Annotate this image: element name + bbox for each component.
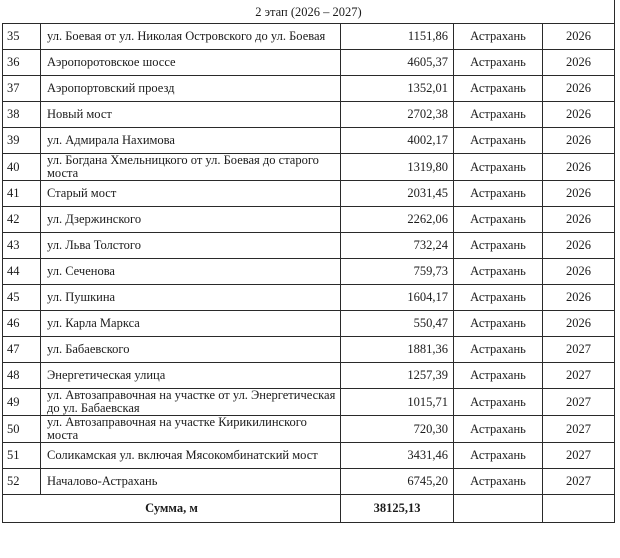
row-number: 42 (3, 207, 41, 233)
road-length: 1352,01 (341, 76, 454, 102)
road-name: Аэропортовский проезд (41, 76, 341, 102)
road-length: 1881,36 (341, 337, 454, 363)
road-name: Соликамская ул. включая Мясокомбинатский мост (41, 443, 341, 469)
year: 2027 (543, 469, 615, 495)
row-number: 43 (3, 233, 41, 259)
table-row (3, 50, 615, 76)
year: 2026 (543, 76, 615, 102)
row-number: 51 (3, 443, 41, 469)
table-row (3, 389, 615, 416)
city-name: Астрахань (454, 259, 543, 285)
city-name: Астрахань (454, 76, 543, 102)
city-name: Астрахань (454, 416, 543, 443)
row-number: 50 (3, 416, 41, 443)
row-number: 47 (3, 337, 41, 363)
city-name: Астрахань (454, 207, 543, 233)
city-name: Астрахань (454, 337, 543, 363)
road-length: 759,73 (341, 259, 454, 285)
road-length: 6745,20 (341, 469, 454, 495)
city-name: Астрахань (454, 154, 543, 181)
road-name: Старый мост (41, 181, 341, 207)
table-row (3, 233, 615, 259)
row-number: 40 (3, 154, 41, 181)
table-row (3, 363, 615, 389)
road-length: 1151,86 (341, 24, 454, 50)
year: 2027 (543, 416, 615, 443)
road-name: Энергетическая улица (41, 363, 341, 389)
table-row (3, 102, 615, 128)
table-row (3, 337, 615, 363)
road-name: ул. Карла Маркса (41, 311, 341, 337)
road-name: ул. Пушкина (41, 285, 341, 311)
city-name: Астрахань (454, 363, 543, 389)
year: 2026 (543, 102, 615, 128)
road-length: 1319,80 (341, 154, 454, 181)
city-name: Астрахань (454, 233, 543, 259)
city-name: Астрахань (454, 311, 543, 337)
table-row (3, 24, 615, 50)
city-name: Астрахань (454, 50, 543, 76)
table-row (3, 285, 615, 311)
row-number: 52 (3, 469, 41, 495)
city-name: Астрахань (454, 181, 543, 207)
year: 2026 (543, 259, 615, 285)
road-name: ул. Сеченова (41, 259, 341, 285)
row-number: 35 (3, 24, 41, 50)
city-name: Астрахань (454, 389, 543, 416)
table-row (3, 128, 615, 154)
road-length: 1015,71 (341, 389, 454, 416)
road-name: ул. Автозаправочная на участке Кирикилинского моста (41, 416, 341, 443)
city-name: Астрахань (454, 285, 543, 311)
stage-header-row (3, 1, 615, 24)
table-row (3, 416, 615, 443)
year: 2026 (543, 128, 615, 154)
row-number: 37 (3, 76, 41, 102)
road-name: ул. Богдана Хмельницкого от ул. Боевая до старого моста (41, 154, 341, 181)
road-name: Новый мост (41, 102, 341, 128)
city-name: Астрахань (454, 102, 543, 128)
table-row (3, 443, 615, 469)
table-row (3, 469, 615, 495)
row-number: 49 (3, 389, 41, 416)
road-name: ул. Льва Толстого (41, 233, 341, 259)
year: 2026 (543, 207, 615, 233)
total-value: 38125,13 (341, 495, 454, 523)
table-row (3, 311, 615, 337)
row-number: 36 (3, 50, 41, 76)
row-number: 41 (3, 181, 41, 207)
road-length: 3431,46 (341, 443, 454, 469)
year: 2027 (543, 389, 615, 416)
road-name: ул. Боевая от ул. Николая Островского до ул. Боевая (41, 24, 341, 50)
table-row (3, 154, 615, 181)
table-row (3, 181, 615, 207)
year: 2026 (543, 181, 615, 207)
road-name: ул. Автозаправочная на участке от ул. Энергетическая до ул. Бабаевская (41, 389, 341, 416)
road-length: 1257,39 (341, 363, 454, 389)
road-name: Аэропоротовское шоссе (41, 50, 341, 76)
road-name: Началово-Астрахань (41, 469, 341, 495)
road-name: ул. Бабаевского (41, 337, 341, 363)
table-row (3, 259, 615, 285)
year: 2026 (543, 233, 615, 259)
year: 2027 (543, 443, 615, 469)
year: 2026 (543, 24, 615, 50)
year: 2027 (543, 337, 615, 363)
year: 2026 (543, 154, 615, 181)
city-name: Астрахань (454, 24, 543, 50)
stage-header: 2 этап (2026 – 2027) (3, 1, 615, 24)
road-length: 550,47 (341, 311, 454, 337)
table-row (3, 76, 615, 102)
total-label: Сумма, м (3, 495, 341, 523)
row-number: 46 (3, 311, 41, 337)
empty-cell (543, 495, 615, 523)
city-name: Астрахань (454, 128, 543, 154)
city-name: Астрахань (454, 443, 543, 469)
row-number: 44 (3, 259, 41, 285)
year: 2027 (543, 363, 615, 389)
road-name: ул. Дзержинского (41, 207, 341, 233)
road-length: 720,30 (341, 416, 454, 443)
road-length: 4605,37 (341, 50, 454, 76)
roads-table (2, 0, 615, 523)
road-length: 732,24 (341, 233, 454, 259)
city-name: Астрахань (454, 469, 543, 495)
row-number: 39 (3, 128, 41, 154)
road-name: ул. Адмирала Нахимова (41, 128, 341, 154)
road-length: 2262,06 (341, 207, 454, 233)
road-length: 2702,38 (341, 102, 454, 128)
year: 2026 (543, 285, 615, 311)
year: 2026 (543, 50, 615, 76)
row-number: 48 (3, 363, 41, 389)
road-length: 1604,17 (341, 285, 454, 311)
road-length: 2031,45 (341, 181, 454, 207)
year: 2026 (543, 311, 615, 337)
empty-cell (454, 495, 543, 523)
row-number: 45 (3, 285, 41, 311)
row-number: 38 (3, 102, 41, 128)
road-length: 4002,17 (341, 128, 454, 154)
table-row (3, 207, 615, 233)
total-row (3, 495, 615, 523)
